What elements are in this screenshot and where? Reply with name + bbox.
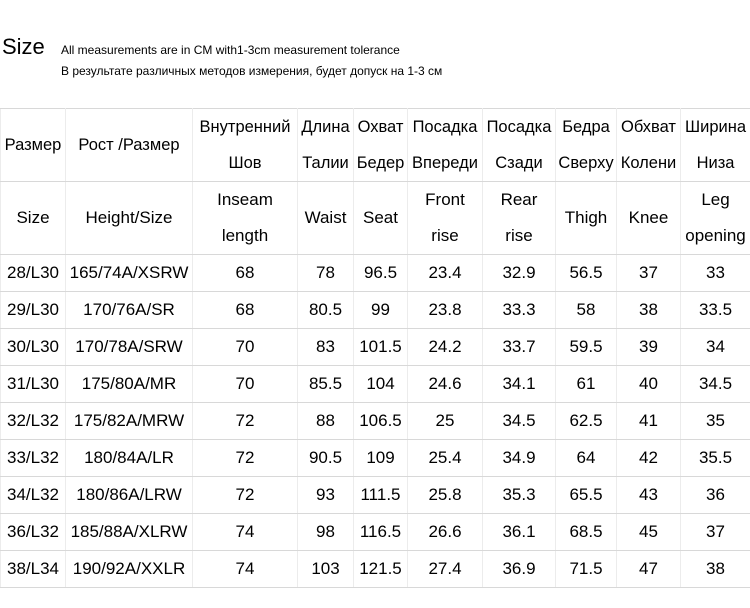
- header-cell-height-size: [66, 182, 193, 255]
- cell-front-rise: 27.4: [408, 551, 483, 588]
- cell-front-rise: 23.4: [408, 255, 483, 292]
- cell-leg-opening: 34.5: [681, 366, 750, 403]
- cell-waist: 103: [298, 551, 354, 588]
- cell-leg-opening: 35: [681, 403, 750, 440]
- header-cell-thigh: [556, 109, 617, 182]
- cell-height-size: 180/84A/LR: [66, 440, 193, 477]
- header-cell-front-rise: [408, 109, 483, 182]
- cell-rear-rise: 35.3: [483, 477, 556, 514]
- table-row: [1, 403, 750, 440]
- cell-seat: 121.5: [354, 551, 408, 588]
- header-cell-line: Сверху: [558, 154, 614, 172]
- page-title: Size: [2, 34, 45, 59]
- header-cell-size: [1, 182, 66, 255]
- cell-thigh: 64: [556, 440, 617, 477]
- cell-rear-rise: 33.3: [483, 292, 556, 329]
- header-cell-line: length: [221, 226, 269, 245]
- header-cell-seat: [354, 109, 408, 182]
- header-cell-line: Талии: [302, 154, 349, 172]
- header-cell-knee: [617, 182, 681, 255]
- header-cell-line: rise: [505, 226, 533, 245]
- cell-knee: 40: [617, 366, 681, 403]
- cell-inseam: 72: [193, 440, 298, 477]
- cell-knee: 45: [617, 514, 681, 551]
- cell-front-rise: 24.2: [408, 329, 483, 366]
- table-row: [1, 255, 750, 292]
- header-cell-line: Впереди: [412, 154, 478, 172]
- header-cell-line: Rear: [500, 190, 538, 209]
- cell-front-rise: 26.6: [408, 514, 483, 551]
- header-cell-line: Seat: [363, 208, 398, 227]
- cell-size: 36/L32: [1, 514, 66, 551]
- cell-thigh: 71.5: [556, 551, 617, 588]
- cell-height-size: 180/86A/LRW: [66, 477, 193, 514]
- cell-seat: 96.5: [354, 255, 408, 292]
- cell-rear-rise: 36.1: [483, 514, 556, 551]
- header-cell-size: [1, 109, 66, 182]
- header-cell-leg-opening: [681, 109, 750, 182]
- cell-thigh: 59.5: [556, 329, 617, 366]
- header-cell-rear-rise: [483, 182, 556, 255]
- cell-front-rise: 25.8: [408, 477, 483, 514]
- cell-waist: 93: [298, 477, 354, 514]
- cell-rear-rise: 34.1: [483, 366, 556, 403]
- cell-waist: 90.5: [298, 440, 354, 477]
- cell-knee: 39: [617, 329, 681, 366]
- cell-inseam: 72: [193, 403, 298, 440]
- cell-knee: 41: [617, 403, 681, 440]
- cell-waist: 78: [298, 255, 354, 292]
- header-cell-line: Рост /Размер: [78, 136, 180, 154]
- cell-waist: 83: [298, 329, 354, 366]
- table-row: [1, 366, 750, 403]
- cell-inseam: 72: [193, 477, 298, 514]
- header-cell-line: Size: [16, 208, 50, 227]
- cell-inseam: 68: [193, 292, 298, 329]
- cell-height-size: 170/78A/SRW: [66, 329, 193, 366]
- cell-leg-opening: 35.5: [681, 440, 750, 477]
- header-cell-line: Охват: [357, 118, 404, 136]
- cell-height-size: 190/92A/XXLR: [66, 551, 193, 588]
- cell-knee: 43: [617, 477, 681, 514]
- cell-thigh: 62.5: [556, 403, 617, 440]
- cell-rear-rise: 36.9: [483, 551, 556, 588]
- cell-knee: 38: [617, 292, 681, 329]
- header-cell-line: Внутренний: [199, 118, 291, 136]
- cell-waist: 88: [298, 403, 354, 440]
- cell-knee: 47: [617, 551, 681, 588]
- header-cell-line: Inseam: [217, 190, 273, 209]
- header-cell-line: Шов: [228, 154, 262, 172]
- header-cell-line: Leg: [701, 190, 730, 209]
- cell-inseam: 68: [193, 255, 298, 292]
- header-cell-front-rise: [408, 182, 483, 255]
- table-body: [1, 109, 750, 588]
- cell-size: 30/L30: [1, 329, 66, 366]
- cell-seat: 111.5: [354, 477, 408, 514]
- header-cell-seat: [354, 182, 408, 255]
- table-row: [1, 551, 750, 588]
- cell-height-size: 185/88A/XLRW: [66, 514, 193, 551]
- cell-front-rise: 24.6: [408, 366, 483, 403]
- header-cell-waist: [298, 109, 354, 182]
- cell-seat: 104: [354, 366, 408, 403]
- cell-inseam: 74: [193, 551, 298, 588]
- table-row: [1, 477, 750, 514]
- cell-inseam: 70: [193, 329, 298, 366]
- cell-front-rise: 25: [408, 403, 483, 440]
- cell-waist: 80.5: [298, 292, 354, 329]
- cell-height-size: 175/80A/MR: [66, 366, 193, 403]
- cell-size: 31/L30: [1, 366, 66, 403]
- header-cell-line: rise: [431, 226, 459, 245]
- header-cell-leg-opening: [681, 182, 750, 255]
- header-cell-line: Height/Size: [85, 208, 173, 227]
- cell-leg-opening: 33: [681, 255, 750, 292]
- cell-waist: 98: [298, 514, 354, 551]
- cell-leg-opening: 36: [681, 477, 750, 514]
- cell-thigh: 68.5: [556, 514, 617, 551]
- header-cell-line: Бедра: [562, 118, 610, 136]
- header-cell-line: Knee: [628, 208, 669, 227]
- cell-front-rise: 23.8: [408, 292, 483, 329]
- cell-rear-rise: 32.9: [483, 255, 556, 292]
- header: [0, 0, 750, 108]
- cell-seat: 106.5: [354, 403, 408, 440]
- header-cell-inseam: [193, 182, 298, 255]
- header-cell-height-size: [66, 109, 193, 182]
- header-cell-waist: [298, 182, 354, 255]
- cell-size: 34/L32: [1, 477, 66, 514]
- size-chart-table: [0, 108, 750, 588]
- header-cell-line: Посадка: [486, 118, 552, 136]
- cell-leg-opening: 33.5: [681, 292, 750, 329]
- cell-size: 28/L30: [1, 255, 66, 292]
- measurement-note-russian: В результате различных методов измерения, будет допуск на 1-3 см: [61, 64, 443, 78]
- header-cell-line: Низа: [696, 154, 735, 172]
- table-row: [1, 514, 750, 551]
- header-cell-knee: [617, 109, 681, 182]
- cell-size: 29/L30: [1, 292, 66, 329]
- table-row: [1, 329, 750, 366]
- cell-rear-rise: 33.7: [483, 329, 556, 366]
- cell-size: 38/L34: [1, 551, 66, 588]
- header-row-english: [1, 182, 750, 255]
- header-cell-line: Размер: [4, 136, 62, 154]
- header-cell-line: Посадка: [412, 118, 478, 136]
- cell-inseam: 74: [193, 514, 298, 551]
- cell-leg-opening: 34: [681, 329, 750, 366]
- header-cell-line: Thigh: [564, 208, 608, 227]
- cell-knee: 37: [617, 255, 681, 292]
- cell-thigh: 56.5: [556, 255, 617, 292]
- header-cell-line: Сзади: [495, 154, 543, 172]
- header-row-russian: [1, 109, 750, 182]
- cell-size: 32/L32: [1, 403, 66, 440]
- cell-height-size: 170/76A/SR: [66, 292, 193, 329]
- cell-seat: 99: [354, 292, 408, 329]
- header-cell-line: Обхват: [621, 118, 676, 136]
- header-cell-inseam: [193, 109, 298, 182]
- cell-seat: 116.5: [354, 514, 408, 551]
- cell-rear-rise: 34.9: [483, 440, 556, 477]
- cell-knee: 42: [617, 440, 681, 477]
- cell-front-rise: 25.4: [408, 440, 483, 477]
- cell-seat: 101.5: [354, 329, 408, 366]
- table-row: [1, 440, 750, 477]
- header-cell-line: Waist: [304, 208, 347, 227]
- cell-thigh: 61: [556, 366, 617, 403]
- cell-seat: 109: [354, 440, 408, 477]
- header-cell-line: Front: [425, 190, 465, 209]
- cell-waist: 85.5: [298, 366, 354, 403]
- measurement-note-english: All measurements are in CM with1-3cm measurement tolerance: [61, 43, 400, 57]
- header-cell-line: Длина: [301, 118, 350, 136]
- header-cell-line: Колени: [620, 154, 677, 172]
- table-row: [1, 292, 750, 329]
- cell-thigh: 58: [556, 292, 617, 329]
- cell-size: 33/L32: [1, 440, 66, 477]
- header-cell-rear-rise: [483, 109, 556, 182]
- header-cell-line: Ширина: [684, 118, 747, 136]
- header-cell-thigh: [556, 182, 617, 255]
- cell-rear-rise: 34.5: [483, 403, 556, 440]
- cell-leg-opening: 37: [681, 514, 750, 551]
- cell-leg-opening: 38: [681, 551, 750, 588]
- header-cell-line: Бедер: [356, 154, 405, 172]
- cell-thigh: 65.5: [556, 477, 617, 514]
- header-cell-line: opening: [685, 226, 746, 245]
- cell-height-size: 175/82A/MRW: [66, 403, 193, 440]
- cell-height-size: 165/74A/XSRW: [66, 255, 193, 292]
- cell-inseam: 70: [193, 366, 298, 403]
